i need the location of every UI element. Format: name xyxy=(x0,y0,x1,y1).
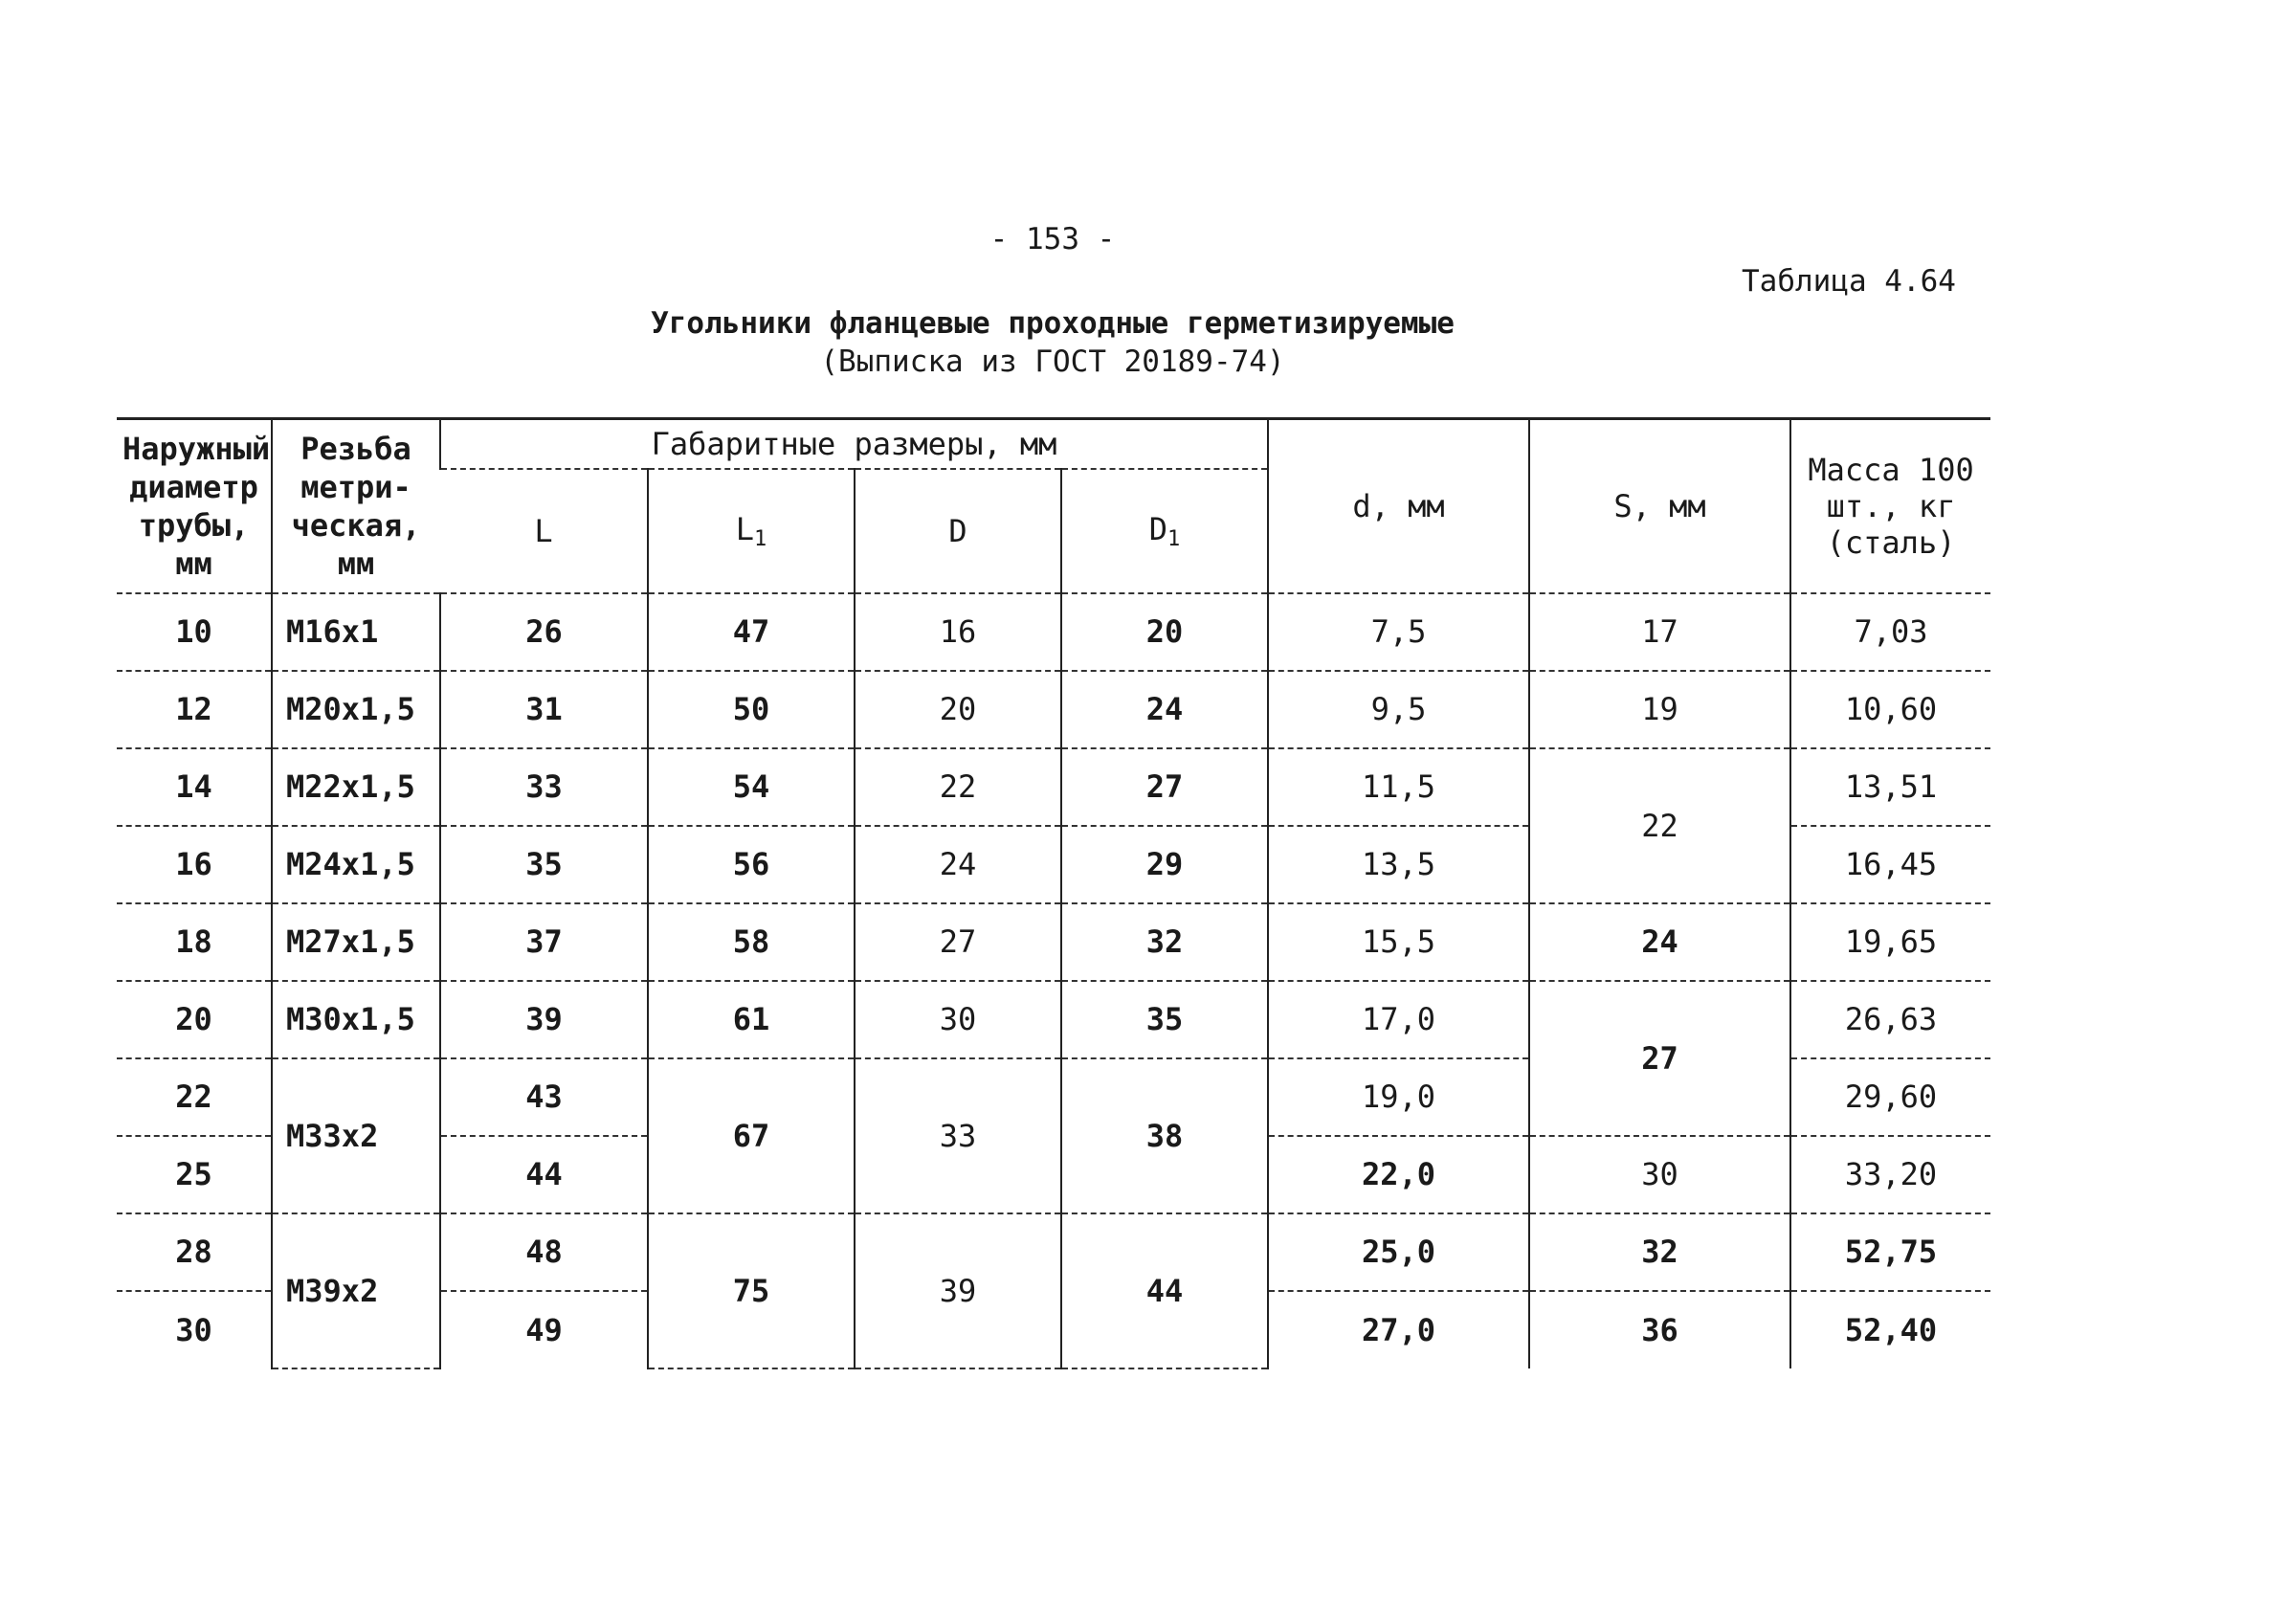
cell-d1: 35 xyxy=(1061,981,1268,1058)
header-thread: Резьба метри- ческая, мм xyxy=(272,419,440,593)
header-d1 xyxy=(1061,469,1268,593)
cell-l1: 75 xyxy=(648,1213,855,1368)
cell-l: 49 xyxy=(440,1291,648,1368)
cell-s: 30 xyxy=(1529,1136,1790,1213)
header-l1 xyxy=(648,469,855,593)
table-row xyxy=(117,1213,1990,1291)
cell-d1: 29 xyxy=(1061,826,1268,903)
header-s: S, мм xyxy=(1529,419,1790,593)
cell-d-outer: 30 xyxy=(855,981,1061,1058)
cell-l1: 61 xyxy=(648,981,855,1058)
cell-d-outer: 24 xyxy=(855,826,1061,903)
cell-pipe: 18 xyxy=(117,903,272,981)
cell-mass: 33,20 xyxy=(1790,1136,1990,1213)
cell-thread: М33х2 xyxy=(272,1058,440,1213)
cell-l: 37 xyxy=(440,903,648,981)
cell-mass: 7,03 xyxy=(1790,593,1990,671)
spec-table xyxy=(117,417,1990,1369)
cell-l: 35 xyxy=(440,826,648,903)
cell-s: 22 xyxy=(1529,748,1790,903)
cell-thread: М27х1,5 xyxy=(272,903,440,981)
cell-d: 9,5 xyxy=(1268,671,1529,748)
table-row xyxy=(117,748,1990,826)
cell-pipe: 12 xyxy=(117,671,272,748)
cell-d-outer: 33 xyxy=(855,1058,1061,1213)
cell-pipe: 10 xyxy=(117,593,272,671)
cell-pipe: 28 xyxy=(117,1213,272,1291)
cell-d-outer: 16 xyxy=(855,593,1061,671)
cell-l: 48 xyxy=(440,1213,648,1291)
cell-mass: 52,40 xyxy=(1790,1291,1990,1368)
table-subtitle: (Выписка из ГОСТ 20189-74) xyxy=(820,345,1285,379)
table-row xyxy=(117,593,1990,671)
cell-l1: 56 xyxy=(648,826,855,903)
cell-l1: 58 xyxy=(648,903,855,981)
cell-pipe: 16 xyxy=(117,826,272,903)
header-dimensions-group: Габаритные размеры, мм xyxy=(440,419,1268,469)
cell-d: 19,0 xyxy=(1268,1058,1529,1136)
header-d1-main: D xyxy=(1148,510,1168,547)
cell-d: 11,5 xyxy=(1268,748,1529,826)
cell-pipe: 25 xyxy=(117,1136,272,1213)
header-l: L xyxy=(440,469,648,593)
cell-mass: 19,65 xyxy=(1790,903,1990,981)
cell-pipe: 22 xyxy=(117,1058,272,1136)
cell-d-outer: 27 xyxy=(855,903,1061,981)
cell-l: 43 xyxy=(440,1058,648,1136)
cell-d1: 38 xyxy=(1061,1058,1268,1213)
cell-d: 22,0 xyxy=(1268,1136,1529,1213)
table-row xyxy=(117,981,1990,1058)
header-d1-sub: 1 xyxy=(1167,526,1181,551)
cell-d: 15,5 xyxy=(1268,903,1529,981)
header-l1-main: L xyxy=(735,510,754,547)
cell-mass: 13,51 xyxy=(1790,748,1990,826)
cell-mass: 52,75 xyxy=(1790,1213,1990,1291)
cell-mass: 16,45 xyxy=(1790,826,1990,903)
cell-pipe: 30 xyxy=(175,1311,212,1348)
cell-d1: 44 xyxy=(1061,1213,1268,1368)
cell-s: 32 xyxy=(1529,1213,1790,1291)
page-number: - 153 - xyxy=(989,222,1116,256)
cell-l1: 54 xyxy=(648,748,855,826)
cell-d: 13,5 xyxy=(1268,826,1529,903)
header-pipe-diameter: Наружный диаметр трубы, мм xyxy=(117,419,272,593)
header-d: d, мм xyxy=(1268,419,1529,593)
header-d-outer: D xyxy=(855,469,1061,593)
cell-mass: 26,63 xyxy=(1790,981,1990,1058)
cell-thread: М39х2 xyxy=(272,1213,440,1368)
cell-thread: М16х1 xyxy=(272,593,440,671)
cell-d1: 20 xyxy=(1061,593,1268,671)
cell-s: 24 xyxy=(1529,903,1790,981)
cell-l: 26 xyxy=(440,593,648,671)
cell-l: 44 xyxy=(440,1136,648,1213)
cell-thread: М24х1,5 xyxy=(272,826,440,903)
cell-l: 39 xyxy=(440,981,648,1058)
header-l1-sub: 1 xyxy=(754,526,767,551)
table-number: Таблица 4.64 xyxy=(1742,264,1956,299)
cell-d1: 27 xyxy=(1061,748,1268,826)
cell-d: 17,0 xyxy=(1268,981,1529,1058)
cell-s: 19 xyxy=(1529,671,1790,748)
cell-thread: М20х1,5 xyxy=(272,671,440,748)
cell-pipe: 14 xyxy=(117,748,272,826)
header-mass: Масса 100 шт., кг (сталь) xyxy=(1790,419,1990,593)
cell-thread: М22х1,5 xyxy=(272,748,440,826)
cell-s: 17 xyxy=(1529,593,1790,671)
cell-d: 7,5 xyxy=(1268,593,1529,671)
cell-l: 33 xyxy=(440,748,648,826)
cell-d-outer: 39 xyxy=(855,1213,1061,1368)
cell-d1: 32 xyxy=(1061,903,1268,981)
cell-pipe: 20 xyxy=(117,981,272,1058)
table-title: Угольники фланцевые проходные герметизируемые xyxy=(651,306,1455,341)
cell-d: 25,0 xyxy=(1268,1213,1529,1291)
cell-d-outer: 22 xyxy=(855,748,1061,826)
cell-thread: М30х1,5 xyxy=(272,981,440,1058)
cell-s: 27 xyxy=(1529,981,1790,1136)
cell-d: 27,0 xyxy=(1268,1291,1529,1368)
cell-mass: 10,60 xyxy=(1790,671,1990,748)
cell-mass: 29,60 xyxy=(1790,1058,1990,1136)
cell-d1: 24 xyxy=(1061,671,1268,748)
table-row xyxy=(117,903,1990,981)
cell-d-outer: 20 xyxy=(855,671,1061,748)
table-row xyxy=(117,671,1990,748)
cell-l1: 67 xyxy=(648,1058,855,1213)
cell-l1: 50 xyxy=(648,671,855,748)
cell-s: 36 xyxy=(1529,1291,1790,1368)
cell-l: 31 xyxy=(440,671,648,748)
cell-l1: 47 xyxy=(648,593,855,671)
